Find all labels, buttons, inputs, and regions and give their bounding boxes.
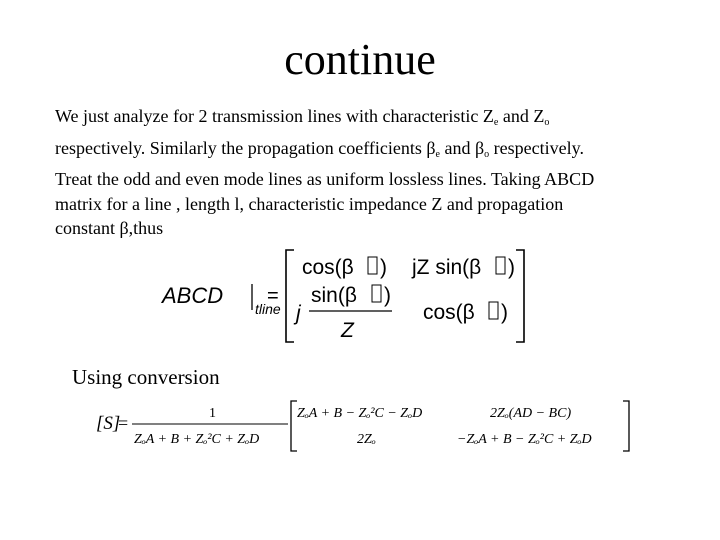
slide-title: continue	[284, 35, 436, 84]
matrix-m12: jZ sin(β	[412, 256, 482, 279]
matrix-s22: −ZₒA + B − Zₒ²C + ZₒD	[457, 432, 592, 447]
subscript-o: o	[484, 148, 490, 160]
abcd-matrix-formula	[150, 240, 540, 352]
prefactor-numerator: 1	[209, 406, 216, 421]
missing-glyph-box	[372, 285, 381, 302]
close-paren: )	[380, 256, 387, 279]
body-paragraph	[55, 104, 675, 241]
missing-glyph-box	[489, 302, 498, 319]
s-lhs: [S]	[96, 413, 121, 434]
line1-text-b: and Z	[498, 106, 545, 126]
subscript-e: e	[435, 148, 440, 160]
paragraph-line-1	[55, 104, 675, 136]
close-paren: )	[384, 284, 391, 307]
missing-glyph-box	[368, 257, 377, 274]
prefactor-denominator: ZₒA + B + Zₒ²C + ZₒD	[134, 432, 260, 447]
matrix-s12: 2Zₒ(AD − BC)	[490, 406, 572, 421]
missing-glyph-box	[496, 257, 505, 274]
matrix-s11: ZₒA + B − Zₒ²C − ZₒD	[297, 406, 423, 421]
right-bracket	[623, 401, 629, 451]
conversion-label: Using conversion	[72, 365, 220, 389]
matrix-m21-denominator: Z	[341, 319, 354, 342]
s-equals: =	[118, 413, 129, 433]
line1-text-a: We just analyze for 2 transmission lines with characteristic Z	[55, 106, 494, 126]
close-paren: )	[508, 256, 515, 279]
matrix-m11: cos(β	[302, 256, 354, 279]
subscript-e: e	[493, 117, 499, 128]
paragraph-line-3: Treat the odd and even mode lines as uniform lossless lines. Taking ABCD	[55, 169, 595, 189]
matrix-m22: cos(β	[423, 301, 475, 324]
s-matrix-formula	[92, 396, 637, 456]
matrix-m21-numerator: sin(β	[311, 284, 357, 307]
abcd-equals: =	[267, 285, 279, 307]
line2-text-c: respectively.	[489, 137, 584, 158]
line2-text-b: and β	[440, 137, 485, 158]
abcd-lhs: ABCD	[162, 283, 224, 308]
paragraph-line-4: matrix for a line , length l, characteristic impedance Z and propagation	[55, 193, 564, 214]
matrix-m21-j: j	[296, 302, 301, 325]
subscript-o: o	[544, 117, 550, 128]
right-bracket	[516, 250, 524, 342]
paragraph-line-5: constant β,thus	[55, 218, 164, 238]
left-bracket	[286, 250, 294, 342]
close-paren: )	[501, 301, 508, 324]
matrix-s21: 2Zₒ	[357, 432, 376, 447]
paragraph-line-2	[55, 136, 675, 168]
line2-text-a: respectively. Similarly the propagation coefficients β	[55, 137, 436, 158]
tline-subscript: tline	[255, 301, 281, 317]
